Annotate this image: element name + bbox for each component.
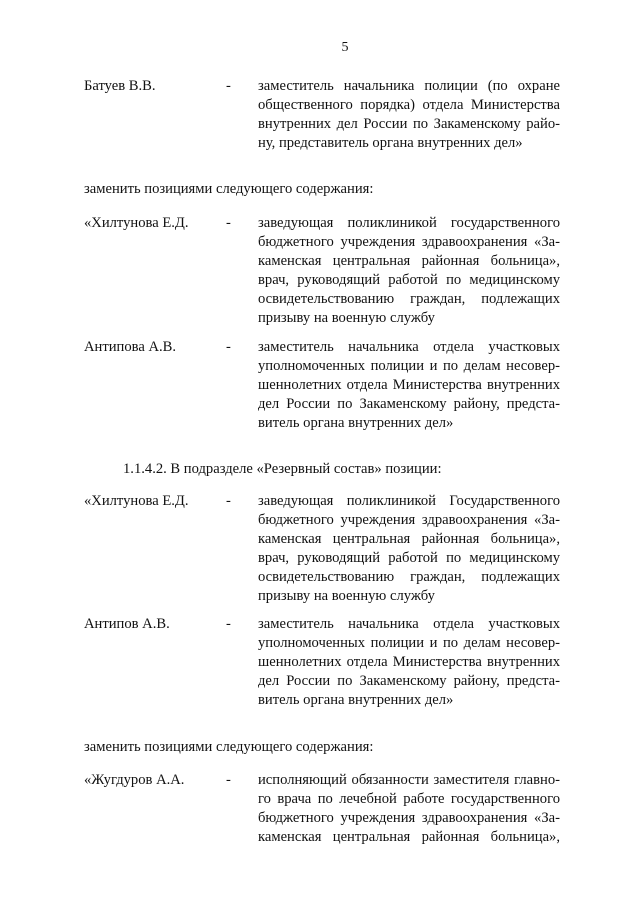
description-line: призыву на военную службу: [258, 310, 435, 326]
section-heading: 1.1.4.2. В подразделе «Резервный состав» позиции:: [123, 461, 442, 477]
entry-dash: -: [226, 215, 231, 231]
entry-description: [258, 214, 560, 328]
description-line: бюджетного учреждения здравоохранения «За-: [258, 810, 560, 826]
description-line: ну, представитель органа внутренних дел»: [258, 135, 523, 151]
description-line: освидетельствованию граждан, подлежащих: [258, 291, 560, 307]
description-line: уполномоченных полиции и по делам несовер-: [258, 358, 560, 374]
entry-dash: -: [226, 339, 231, 355]
entry-name: Антипов А.В.: [84, 616, 170, 632]
description-line: общественного порядка) отдела Министерства: [258, 97, 560, 113]
description-line: заведующая поликлиникой государственного: [258, 215, 560, 231]
description-line: заведующая поликлиникой Государственного: [258, 493, 560, 509]
entry-description: [258, 615, 560, 710]
description-line: дел России по Закаменскому району, предста-: [258, 673, 560, 689]
entry-dash: -: [226, 772, 231, 788]
description-line: исполняющий обязанности заместителя главно-: [258, 772, 560, 788]
entry-description: [258, 492, 560, 606]
entry-name: Антипова А.В.: [84, 339, 177, 355]
entry-description: [258, 77, 560, 153]
description-line: уполномоченных полиции и по делам несовер-: [258, 635, 560, 651]
entry-name: Батуев В.В.: [84, 78, 156, 94]
description-line: каменская центральная районная больница»,: [258, 253, 560, 269]
description-line: дел России по Закаменскому району, предста-: [258, 396, 560, 412]
description-line: шеннолетних отдела Министерства внутренних: [258, 377, 560, 393]
entry-description: [258, 771, 560, 847]
entry-description: [258, 338, 560, 433]
description-line: врач, руководящий работой по медицинскому: [258, 550, 560, 566]
entry-dash: -: [226, 493, 231, 509]
entry-dash: -: [226, 78, 231, 94]
description-line: каменская центральная районная больница»,: [258, 829, 560, 845]
description-line: витель органа внутренних дел»: [258, 415, 454, 431]
description-line: бюджетного учреждения здравоохранения «За-: [258, 234, 560, 250]
description-line: внутренних дел России по Закаменскому райо-: [258, 116, 560, 132]
entry-name: «Хилтунова Е.Д.: [84, 215, 189, 231]
description-line: заместитель начальника отдела участковых: [258, 339, 560, 355]
entry-name: «Жугдуров А.А.: [84, 772, 185, 788]
description-line: бюджетного учреждения здравоохранения «За-: [258, 512, 560, 528]
description-line: го врача по лечебной работе государственного: [258, 791, 560, 807]
description-line: призыву на военную службу: [258, 588, 435, 604]
description-line: освидетельствованию граждан, подлежащих: [258, 569, 560, 585]
description-line: витель органа внутренних дел»: [258, 692, 454, 708]
description-line: шеннолетних отдела Министерства внутренних: [258, 654, 560, 670]
entry-name: «Хилтунова Е.Д.: [84, 493, 189, 509]
replace-instruction: заменить позициями следующего содержания:: [84, 739, 374, 755]
description-line: врач, руководящий работой по медицинскому: [258, 272, 560, 288]
entry-dash: -: [226, 616, 231, 632]
page-number: 5: [341, 40, 349, 55]
description-line: заместитель начальника отдела участковых: [258, 616, 560, 632]
description-line: каменская центральная районная больница»,: [258, 531, 560, 547]
description-line: заместитель начальника полиции (по охране: [258, 78, 560, 94]
replace-instruction: заменить позициями следующего содержания:: [84, 181, 374, 197]
